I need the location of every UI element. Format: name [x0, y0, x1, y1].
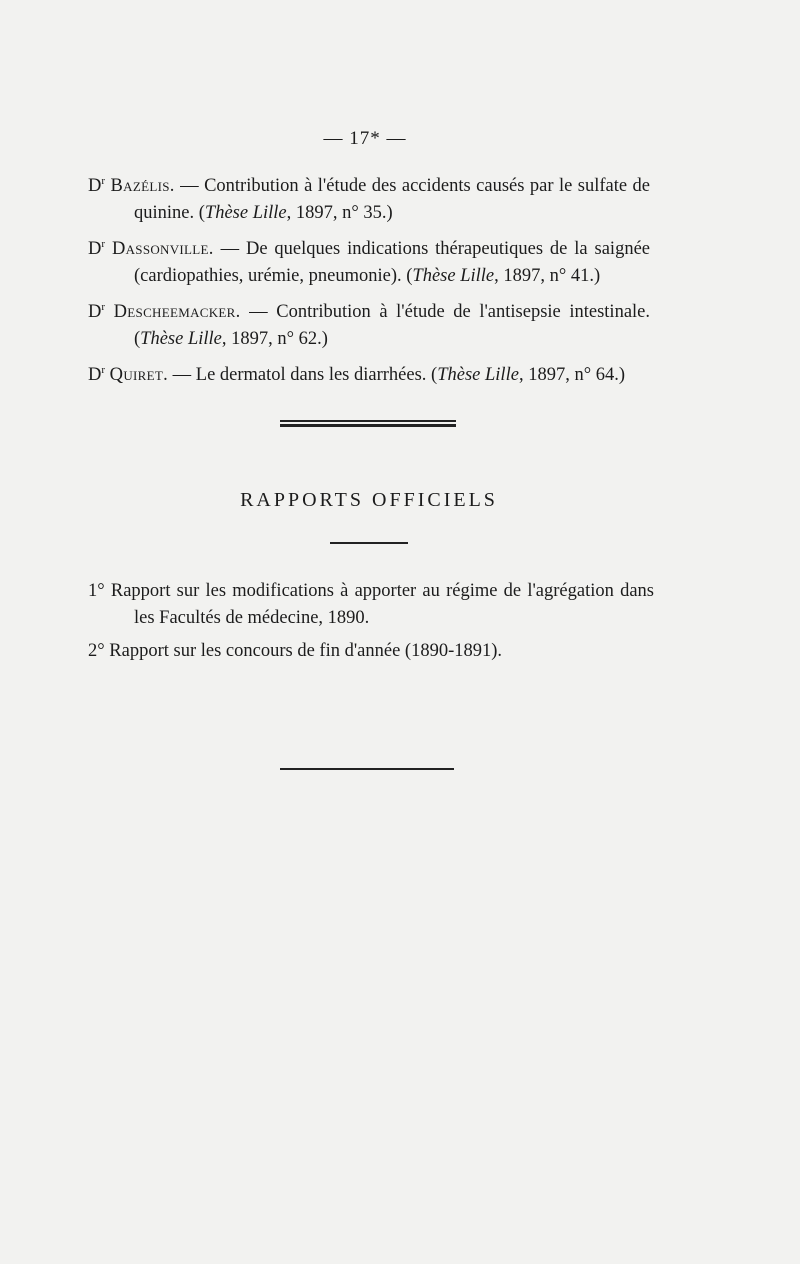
author-title-superscript: r: [101, 363, 106, 376]
publication-details: , 1897, n° 41.): [494, 266, 601, 286]
short-rule-divider: [330, 542, 408, 544]
entry-text: — Le dermatol dans les diarrhées. (: [168, 365, 438, 385]
publication-name: Thèse Lille: [412, 266, 495, 286]
publication-details: , 1897, n° 62.): [221, 329, 328, 349]
bibliography-entry: [88, 236, 650, 290]
author-title-superscript: r: [101, 300, 106, 313]
report-item: [88, 638, 654, 665]
author-name: Bazélis.: [110, 176, 175, 196]
bibliography-entry: [88, 173, 650, 227]
report-number: 1°: [88, 581, 105, 601]
publication-name: Thèse Lille: [140, 329, 222, 349]
author-title: D: [88, 302, 102, 322]
author-title: D: [88, 239, 102, 259]
author-name: Quiret.: [109, 365, 169, 385]
entry-text: — Contribution à l'étude de l'antisepsie intestinale. (: [134, 302, 651, 349]
reports-list: [88, 578, 654, 671]
bibliography-list: [88, 173, 650, 398]
publication-details: , 1897, n° 64.): [518, 365, 625, 385]
author-title: D: [88, 365, 102, 385]
divider-line: [280, 420, 456, 422]
publication-name: Thèse Lille: [437, 365, 519, 385]
bibliography-entry: [88, 299, 650, 353]
report-number: 2°: [88, 641, 105, 661]
author-name: Dassonville.: [111, 239, 214, 259]
report-text: Rapport sur les modifications à apporter au régime de l'agrégation dans les Facultés de médecine, 1890.: [104, 581, 654, 628]
report-item: [88, 578, 654, 632]
report-text: Rapport sur les concours de fin d'année (1890-1891).: [104, 641, 503, 661]
double-rule-divider: [280, 420, 456, 428]
publication-name: Thèse Lille: [204, 203, 287, 223]
entry-text: — Contribution à l'étude des accidents causés par le sulfate de quinine. (: [134, 176, 651, 223]
bottom-rule-divider: [280, 768, 454, 770]
author-title-superscript: r: [101, 237, 106, 250]
author-title-superscript: r: [101, 174, 106, 187]
divider-line: [280, 424, 456, 427]
page-number: — 17* —: [323, 128, 407, 149]
author-name: Descheemacker.: [113, 302, 241, 322]
bibliography-entry: [88, 362, 650, 389]
entry-text: — De quelques indications thérapeutiques de la saignée (cardiopathies, urémie, pneumonie). (: [134, 239, 650, 286]
section-title: RAPPORTS OFFICIELS: [240, 489, 498, 511]
publication-details: , 1897, n° 35.): [286, 203, 393, 223]
author-title: D: [88, 176, 102, 196]
